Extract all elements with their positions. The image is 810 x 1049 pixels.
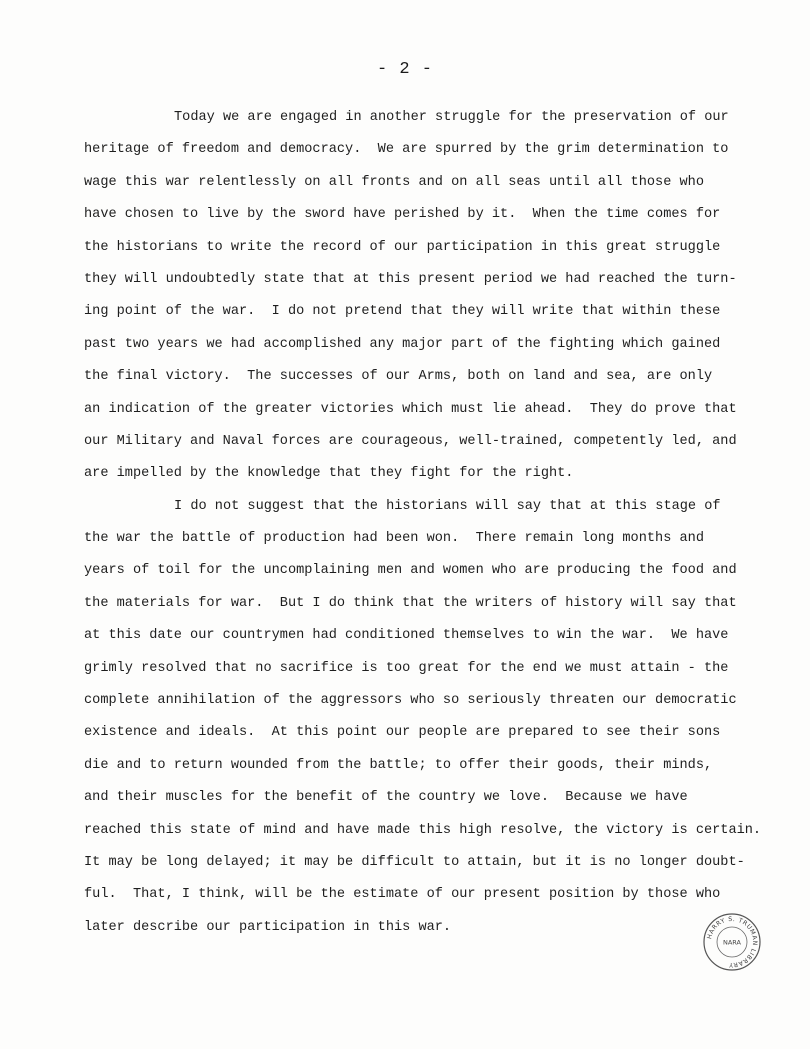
text-line: reached this state of mind and have made this high resolve, the victory is certain. — [84, 822, 762, 838]
text-line: years of toil for the uncomplaining men and women who are producing the food and — [84, 563, 737, 579]
paragraph-1 — [84, 102, 764, 491]
text-line: ful. That, I think, will be the estimate of our present position by those who — [84, 887, 721, 903]
text-line: the war the battle of production had been won. There remain long months and — [84, 531, 704, 547]
text-line: an indication of the greater victories which must lie ahead. They do prove that — [84, 401, 737, 417]
text-line: ing point of the war. I do not pretend that they will write that within these — [84, 304, 721, 320]
text-line: heritage of freedom and democracy. We are spurred by the grim determination to — [84, 142, 729, 158]
library-stamp — [702, 912, 762, 972]
text-line: complete annihilation of the aggressors who so seriously threaten our democratic — [84, 693, 737, 709]
text-line: Today we are engaged in another struggle for the preservation of our — [174, 110, 729, 125]
text-line: grimly resolved that no sacrifice is too great for the end we must attain - the — [84, 660, 729, 676]
paragraph-2 — [84, 491, 764, 944]
text-line: at this date our countrymen had conditioned themselves to win the war. We have — [84, 628, 729, 644]
stamp-center-text: NARA — [722, 938, 742, 947]
text-line: and their muscles for the benefit of the country we love. Because we have — [84, 790, 688, 806]
text-line: have chosen to live by the sword have perished by it. When the time comes for — [84, 207, 721, 223]
text-line: It may be long delayed; it may be difficult to attain, but it is no longer doubt- — [84, 854, 745, 870]
text-line: they will undoubtedly state that at this present period we had reached the turn- — [84, 271, 737, 287]
stamp-ring-text: HARRY S. TRUMAN LIBRARY — [706, 915, 759, 969]
text-line: our Military and Naval forces are courageous, well-trained, competently led, and — [84, 433, 737, 449]
text-line: the historians to write the record of our participation in this great struggle — [84, 239, 721, 255]
text-line: are impelled by the knowledge that they fight for the right. — [84, 466, 574, 482]
text-line: the materials for war. But I do think that the writers of history will say that — [84, 595, 737, 611]
text-line: later describe our participation in this war. — [84, 919, 452, 935]
text-line: existence and ideals. At this point our people are prepared to see their sons — [84, 725, 721, 741]
text-line: past two years we had accomplished any major part of the fighting which gained — [84, 336, 721, 352]
text-line: the final victory. The successes of our Arms, both on land and sea, are only — [84, 369, 713, 385]
document-body — [84, 102, 764, 944]
page-number: - 2 - — [376, 60, 433, 79]
text-line: I do not suggest that the historians will say that at this stage of — [174, 498, 721, 514]
text-line: die and to return wounded from the battle; to offer their goods, their minds, — [84, 757, 713, 773]
text-line: wage this war relentlessly on all fronts and on all seas until all those who — [84, 174, 704, 190]
